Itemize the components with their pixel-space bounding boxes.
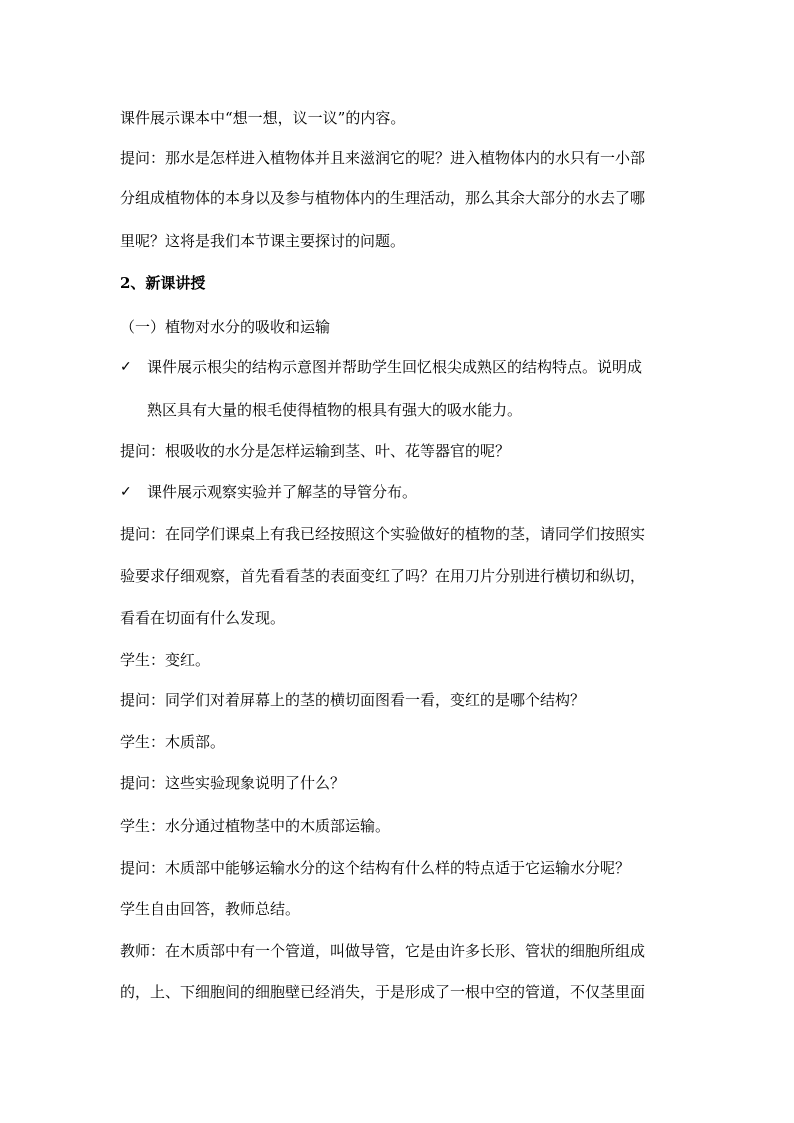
question-line: 提问：这些实验现象说明了什么？ (120, 774, 346, 792)
checkmark-icon: ✓ (120, 484, 132, 500)
student-answer: 学生：水分通过植物茎中的木质部运输。 (120, 817, 391, 835)
student-answer: 学生：木质部。 (120, 733, 226, 751)
question-line: 看看在切面有什么发现。 (120, 609, 286, 627)
teacher-explanation: 教师：在木质部中有一个管道，叫做导管，它是由许多长形、管状的细胞所组成 (120, 942, 646, 960)
question-line: 提问：根吸收的水分是怎样运输到茎、叶、花等器官的呢？ (120, 442, 511, 460)
checkmark-icon: ✓ (120, 359, 132, 375)
bullet-item: 课件展示观察实验并了解茎的导管分布。 (147, 483, 418, 501)
question-line: 提问：在同学们课桌上有我已经按照这个实验做好的植物的茎，请同学们按照实 (120, 525, 646, 543)
question-line: 提问：同学们对着屏幕上的茎的横切面图看一看，变红的是哪个结构？ (120, 691, 586, 709)
student-answer: 学生自由回答，教师总结。 (120, 900, 301, 918)
question-line: 提问：木质部中能够运输水分的这个结构有什么样的特点适于它运输水分呢？ (120, 859, 631, 877)
question-line: 提问：那水是怎样进入植物体并且来滋润它的呢？进入植物体内的水只有一小部 (120, 149, 646, 167)
question-line: 验要求仔细观察，首先看看茎的表面变红了吗？在用刀片分别进行横切和纵切， (120, 567, 646, 585)
question-line: 里呢？这将是我们本节课主要探讨的问题。 (120, 232, 406, 250)
question-line: 分组成植物体的本身以及参与植物体内的生理活动，那么其余大部分的水去了哪 (120, 189, 646, 207)
student-answer: 学生：变红。 (120, 651, 211, 669)
teacher-explanation: 的，上、下细胞间的细胞壁已经消失，于是形成了一根中空的管道，不仅茎里面 (120, 983, 646, 1001)
bullet-item-continued: 熟区具有大量的根毛使得植物的根具有强大的吸水能力。 (147, 401, 523, 419)
section-heading: 2、新课讲授 (120, 274, 206, 292)
paragraph-courseware-intro: 课件展示课本中“想一想，议一议”的内容。 (120, 109, 406, 127)
subsection-heading: （一）植物对水分的吸收和运输 (120, 318, 331, 336)
bullet-item: 课件展示根尖的结构示意图并帮助学生回忆根尖成熟区的结构特点。说明成 (147, 358, 643, 376)
